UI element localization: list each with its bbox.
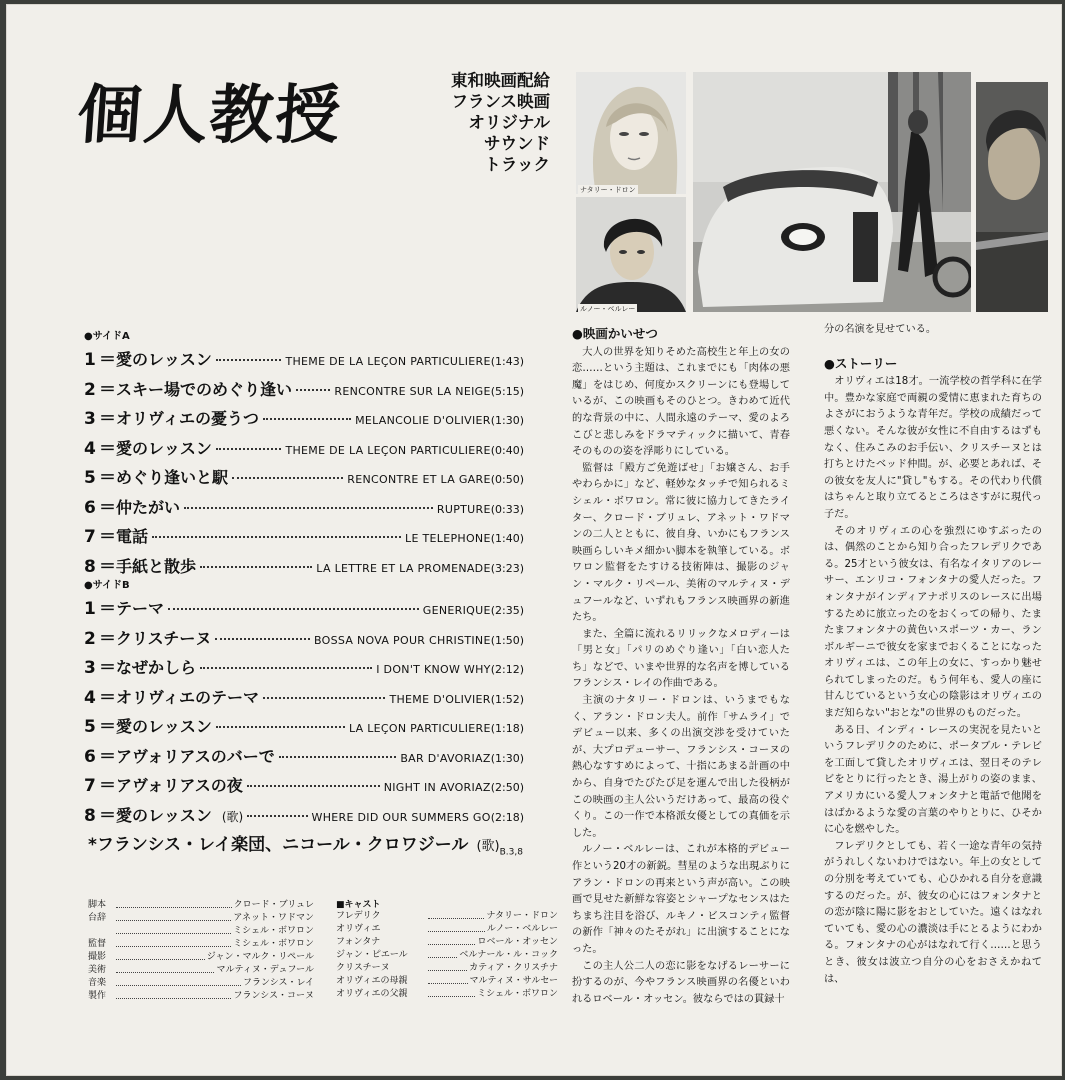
- track-separator: ＝: [99, 468, 116, 488]
- track-duration: (2:35): [490, 604, 524, 617]
- track-title-ja: なぜかしら: [116, 658, 197, 677]
- leader-dots: [152, 536, 401, 538]
- track-title-fr: THEME DE LA LEÇON PARTICULIERE: [285, 443, 491, 457]
- track-separator: ＝: [99, 717, 116, 737]
- leader-dots: [263, 418, 351, 420]
- story-paragraph: ある日、インディ・レースの実況を見たいというフレデリクのために、ポータブル・テレビを工面して貸したオリヴィエは、翌日そのテレビをとりに行ったとき、湯上がりの姿のまま、アメリカにいる愛人フォンタナと電話で他聞をはばかるような愛の言葉のやりとりに、ひそかに心を燃やした。: [824, 724, 1042, 836]
- distributor-line: オリジナル: [468, 113, 550, 132]
- credit-name: フランシス・コーヌ: [233, 991, 314, 1001]
- track-separator: ＝: [99, 438, 116, 459]
- track-duration: (3:23): [490, 561, 524, 575]
- track-number: 3: [84, 409, 96, 429]
- track-title-ja: 愛のレッスン: [116, 717, 212, 736]
- track-duration: (1:43): [490, 355, 524, 368]
- track-title-ja: めぐり逢いと駅: [116, 468, 229, 487]
- track-title-ja: クリスチーヌ: [116, 628, 212, 648]
- track-separator: ＝: [99, 746, 116, 767]
- track-separator: ＝: [99, 776, 116, 796]
- track-number: 4: [84, 687, 96, 708]
- credit-name: フランシス・レイ: [242, 978, 314, 988]
- artist-name: *フランシス・レイ楽団、ニコール・クロワジール: [88, 835, 469, 855]
- track-number: 2: [84, 379, 96, 400]
- credit-role: 製作: [88, 991, 107, 1001]
- track-title-ja: 愛のレッスン: [116, 350, 212, 369]
- credit-name: ナタリー・ドロン: [486, 911, 558, 921]
- track-number: 2: [84, 628, 96, 649]
- credit-name: ルノー・ベルレー: [486, 924, 558, 934]
- track-separator: ＝: [99, 409, 116, 429]
- leader-dots: [116, 921, 231, 934]
- track-note: (歌): [221, 809, 244, 824]
- track-row: [84, 742, 524, 767]
- track-row: [84, 594, 524, 619]
- track-duration: (1:30): [490, 751, 524, 765]
- track-title-fr: RENCONTRE SUR LA NEIGE: [334, 384, 491, 398]
- artist-credit: [88, 830, 523, 857]
- leader-dots: [428, 971, 468, 984]
- credit-name: ジャン・マルク・リペール: [206, 952, 314, 962]
- caption-nathalie: ナタリー・ドロン: [580, 186, 636, 194]
- caption-renaud: ルノー・ベルレー: [580, 305, 636, 313]
- artist-tracks: B.3,8: [499, 847, 523, 858]
- track-title-ja: アヴォリアスのバーで: [116, 746, 275, 766]
- leader-dots: [116, 973, 241, 986]
- track-row: [84, 712, 524, 737]
- track-title-ja: 愛のレッスン: [116, 438, 212, 458]
- leader-dots: [428, 919, 485, 932]
- credit-role: フレデリク: [336, 911, 381, 921]
- distributor-line: フランス映画: [451, 92, 550, 111]
- track-number: 5: [84, 468, 96, 488]
- credit-role: 脚本: [88, 900, 107, 910]
- track-duration: (0:40): [490, 443, 524, 457]
- track-number: 6: [84, 497, 96, 518]
- leader-dots: [216, 448, 282, 450]
- leader-dots: [263, 697, 385, 699]
- credit-name: アネット・ワドマン: [233, 913, 314, 923]
- leader-dots: [216, 726, 345, 728]
- track-number: 7: [84, 776, 96, 796]
- track-title-ja: スキー場でのめぐり逢い: [116, 379, 293, 399]
- leader-dots: [428, 906, 484, 919]
- artist-vocal: (歌): [476, 839, 500, 854]
- credit-role: 監督: [88, 939, 107, 949]
- track-title-ja: オリヴィエの憂うつ: [116, 409, 260, 428]
- track-separator: ＝: [99, 379, 116, 400]
- liner-notes-page: [6, 4, 1062, 1076]
- track-separator: ＝: [99, 350, 116, 370]
- leader-dots: [428, 958, 467, 971]
- track-row: [84, 552, 524, 577]
- track-row: [84, 801, 524, 826]
- distributor-line: トラック: [484, 155, 550, 174]
- staff-row: [88, 990, 314, 1003]
- track-title-fr: THEME DE LA LEÇON PARTICULIERE: [285, 355, 491, 368]
- leader-dots: [200, 566, 312, 568]
- leader-dots: [428, 984, 475, 997]
- credit-name: カティア・クリスチナ: [469, 963, 558, 973]
- credit-name: マルティヌ・サルセー: [469, 976, 558, 986]
- track-duration: (2:50): [490, 781, 524, 794]
- track-title-ja: オリヴィエのテーマ: [116, 687, 260, 707]
- track-duration: (0:33): [490, 502, 524, 516]
- photo-sports-car-scene: [693, 72, 971, 312]
- track-row: [84, 624, 524, 649]
- credit-name: ロベール・オッセン: [477, 937, 558, 947]
- track-duration: (0:50): [490, 473, 524, 486]
- leader-dots: [247, 785, 380, 787]
- credit-role: クリスチーヌ: [336, 963, 390, 973]
- track-row: [84, 683, 524, 708]
- credit-role: オリヴィエの母親: [336, 976, 408, 986]
- credit-name: マルティヌ・デュフール: [216, 965, 314, 975]
- credit-role: ジャン・ピエール: [336, 950, 408, 960]
- track-duration: (1:50): [490, 633, 524, 647]
- leader-dots: [116, 960, 214, 973]
- track-title-fr: GENERIQUE: [422, 604, 491, 617]
- credit-name: ミシェル・ボワロン: [477, 989, 558, 999]
- track-title-ja: 手紙と散歩: [116, 556, 197, 576]
- track-duration: (5:15): [490, 384, 524, 398]
- credit-role: オリヴィエの父親: [336, 989, 408, 999]
- track-row: [84, 653, 524, 678]
- side-a-heading: ●サイドA: [84, 331, 130, 342]
- track-number: 8: [84, 556, 96, 577]
- track-title-ja: テーマ: [116, 599, 165, 618]
- track-title-fr: RUPTURE: [436, 502, 491, 516]
- photo-nathalie-delon: [576, 72, 686, 194]
- commentary-paragraph: この主人公二人の恋に影をなげるレーサーに扮するのが、今やフランス映画界の名優といわれるロベール・オッセン。彼ならではの貫録十: [572, 960, 790, 1005]
- credit-name: クロード・ブリュレ: [233, 900, 314, 910]
- track-title-fr: BAR D'AVORIAZ: [400, 751, 491, 765]
- track-title-fr: BOSSA NOVA POUR CHRISTINE: [314, 633, 491, 647]
- track-separator: ＝: [99, 805, 116, 826]
- story-paragraph: そのオリヴィエの心を強烈にゆすぶったのは、偶然のことから知り合ったフレデリクである。25才という彼女は、有名なイタリアのレーサー、エンリコ・フォンタナの愛人だった。フォンタナがインディアナポリスのレースに出場するために旅立ったのをおくっての帰り、たまたまフォンタナの黄色いスポーツ・カー、ランボルギーニで彼女を家までおくることになったオリヴィエは、この年上の女に、すっかり魅せられてしまったのだ。もう何年も、愛人の座に甘んじているという女心の陰影はオリヴィエのまだ知らない"おとな"の世界のものだった。: [824, 525, 1042, 720]
- track-number: 7: [84, 527, 96, 547]
- leader-dots: [116, 895, 232, 908]
- track-number: 1: [84, 350, 96, 370]
- album-title: 個人教授: [74, 78, 345, 153]
- leader-dots: [296, 389, 330, 391]
- track-title-ja: アヴォリアスの夜: [116, 776, 243, 795]
- commentary-paragraph: 大人の世界を知りそめた高校生と年上の女の恋……という主題は、これまでにも「肉体の悪魔」をはじめ、何度かスクリーンにも登場しているが、この映画もそのひとつ。きわめて近代的な背景の中に、人間永遠のテーマ、愛のよろこびと悲しみをドラマティックに描いて、青春そのものの姿を浮彫りにしている。: [572, 346, 790, 458]
- commentary-paragraph: 監督は「殿方ご免遊ばせ」「お嬢さん、お手やわらかに」など、軽妙なタッチで知られるミシェル・ボワロン。常に彼に協力してきたライター、クロード・ブリュレ、アネット・ワドマンの二人とともに、彼自身、いかにもフランス映画らしいキメ細かい脚本を執筆している。ボワロン監督をたすける技術陣は、撮影のジャン・マルク・リペール、美術のマルティヌ・デュフールなど、いずれもフランス映画界の新進たち。: [572, 462, 790, 624]
- cast-heading: ■キャスト: [336, 900, 381, 910]
- track-separator: ＝: [99, 556, 116, 577]
- track-row: [84, 493, 524, 518]
- track-title-fr: LE TELEPHONE: [405, 532, 491, 545]
- credit-name: ミシェル・ボワロン: [233, 926, 314, 936]
- track-title-ja: 愛のレッスン: [116, 805, 212, 825]
- photo-man-portrait: [976, 82, 1048, 312]
- track-title-fr: RENCONTRE ET LA GARE: [347, 473, 491, 486]
- leader-dots: [247, 815, 307, 817]
- track-title-fr: THEME D'OLIVIER: [389, 692, 491, 706]
- side-b-heading: ●サイドB: [84, 580, 130, 591]
- story-column: [824, 322, 1042, 988]
- track-duration: (1:40): [490, 532, 524, 545]
- leader-dots: [116, 947, 205, 960]
- leader-dots: [428, 932, 475, 945]
- commentary-column: [572, 326, 790, 1008]
- story-paragraph: フレデリクとしても、若く一途な青年の気持がうれしくないわけではない。年上の女としての分別を考えていても、心ひかれる自分を意識するのだった。が、彼女の心にはフォンタナとの恋が陰に陽に影をおとしていた。遠くはなれていても、愛の心の濃淡は手にとるようにわかる。フォンタナの心がはなれて行く……と思うとき、彼女は波立つ自分の心をおさえかねては、: [824, 840, 1042, 985]
- track-separator: ＝: [99, 497, 116, 518]
- track-number: 5: [84, 717, 96, 737]
- credit-role: [88, 925, 114, 938]
- leader-dots: [279, 756, 397, 758]
- track-duration: (2:12): [490, 663, 524, 676]
- leader-dots: [200, 667, 372, 669]
- track-separator: ＝: [99, 687, 116, 708]
- distributor-block: [438, 70, 550, 175]
- track-duration: (1:52): [490, 692, 524, 706]
- distributor-line: 東和映画配給: [451, 71, 550, 90]
- story-lead: 分の名演を見せている。: [824, 324, 937, 335]
- leader-dots: [116, 986, 231, 999]
- track-title-fr: LA LETTRE ET LA PROMENADE: [316, 561, 491, 575]
- story-paragraph: オリヴィエは18才。一流学校の哲学科に在学中。豊かな家庭で両親の愛情に恵まれた育ちのよさがにおうような青年だ。学校の成績だって悪くない。そんな彼が女性に不自由するはずもなく、住みこみのお手伝い、クリスチーヌとは打ちとけたベッド仲間。が、必要とあれば、その彼女を友人に"貸し"もする。その代わり代償はちゃんと取り立てるところはさすがに現代っ子だ。: [824, 376, 1042, 520]
- track-separator: ＝: [99, 599, 116, 619]
- leader-dots: [184, 507, 433, 509]
- credit-role: 音楽: [88, 978, 107, 988]
- track-number: 8: [84, 805, 96, 826]
- track-row: [84, 434, 524, 459]
- leader-dots: [428, 945, 457, 958]
- leader-dots: [116, 934, 231, 947]
- leader-dots: [216, 359, 282, 361]
- track-duration: (2:18): [490, 810, 524, 824]
- track-number: 4: [84, 438, 96, 459]
- leader-dots: [232, 477, 343, 479]
- track-row: [84, 404, 524, 429]
- credit-role: オリヴィエ: [336, 924, 381, 934]
- credit-role: フォンタナ: [336, 937, 381, 947]
- track-number: 1: [84, 599, 96, 619]
- track-title-fr: WHERE DID OUR SUMMERS GO: [311, 810, 491, 824]
- track-separator: ＝: [99, 658, 116, 678]
- track-title-fr: MELANCOLIE D'OLIVIER: [355, 414, 491, 427]
- commentary-paragraph: 主演のナタリー・ドロンは、いうまでもなく、アラン・ドロン夫人。前作「サムライ」でデビュー以来、多くの出演交渉を受けていたが、大プロデューサー、フランシス・コーヌの熱心なすすめによって、十指にあまる計画の中から、自身でたびたび足を運んで出した役柄がこの映画の主人公いうだけあって、最高の役ぐくり。この一作で本格派女優としての真価を示した。: [572, 695, 790, 839]
- track-duration: (1:18): [490, 722, 524, 735]
- track-row: [84, 463, 524, 488]
- track-title-fr: I DON'T KNOW WHY: [376, 663, 491, 676]
- commentary-paragraph: ルノー・ベルレーは、これが本格的デビュー作という20才の新鋭。彗星のような出現ぶりにアラン・ドロンの再来という声が高い。この映画で見せた新鮮な容姿とシャープなセンスはたちまち注目を浴び、ルキノ・ビスコンティ監督の新作「神々のたそがれ」に出演することになった。: [572, 844, 790, 955]
- track-row: [84, 345, 524, 370]
- credit-role: 美術: [88, 965, 107, 975]
- commentary-paragraph: また、全篇に流れるリリックなメロディーは「男と女」「パリのめぐり逢い」「白い恋人たち」などで、いまや世界的な名声を博しているフランシス・レイの作曲である。: [572, 628, 790, 690]
- track-duration: (1:30): [490, 414, 524, 427]
- track-number: 3: [84, 658, 96, 678]
- track-title-ja: 仲たがい: [116, 497, 181, 517]
- commentary-heading: ●映画かいせつ: [572, 326, 658, 341]
- credit-name: ミシェル・ボワロン: [233, 939, 314, 949]
- track-title-fr: LA LEÇON PARTICULIERE: [348, 722, 491, 735]
- track-title-ja: 電話: [116, 527, 149, 546]
- cast-row: [336, 988, 558, 1001]
- track-title-fr: NIGHT IN AVORIAZ: [383, 781, 491, 794]
- track-separator: ＝: [99, 628, 116, 649]
- credit-name: ベルナール・ル・コック: [459, 950, 558, 960]
- track-row: [84, 522, 524, 547]
- track-number: 6: [84, 746, 96, 767]
- photo-renaud-verley: [576, 197, 686, 312]
- distributor-line: サウンド: [484, 134, 550, 153]
- credit-role: 撮影: [88, 952, 107, 962]
- story-heading: ●ストーリー: [824, 355, 898, 371]
- track-row: [84, 771, 524, 796]
- leader-dots: [168, 608, 419, 610]
- leader-dots: [215, 638, 310, 640]
- leader-dots: [116, 908, 231, 921]
- credit-role: 台辞: [88, 913, 107, 923]
- track-row: [84, 375, 524, 400]
- track-separator: ＝: [99, 527, 116, 547]
